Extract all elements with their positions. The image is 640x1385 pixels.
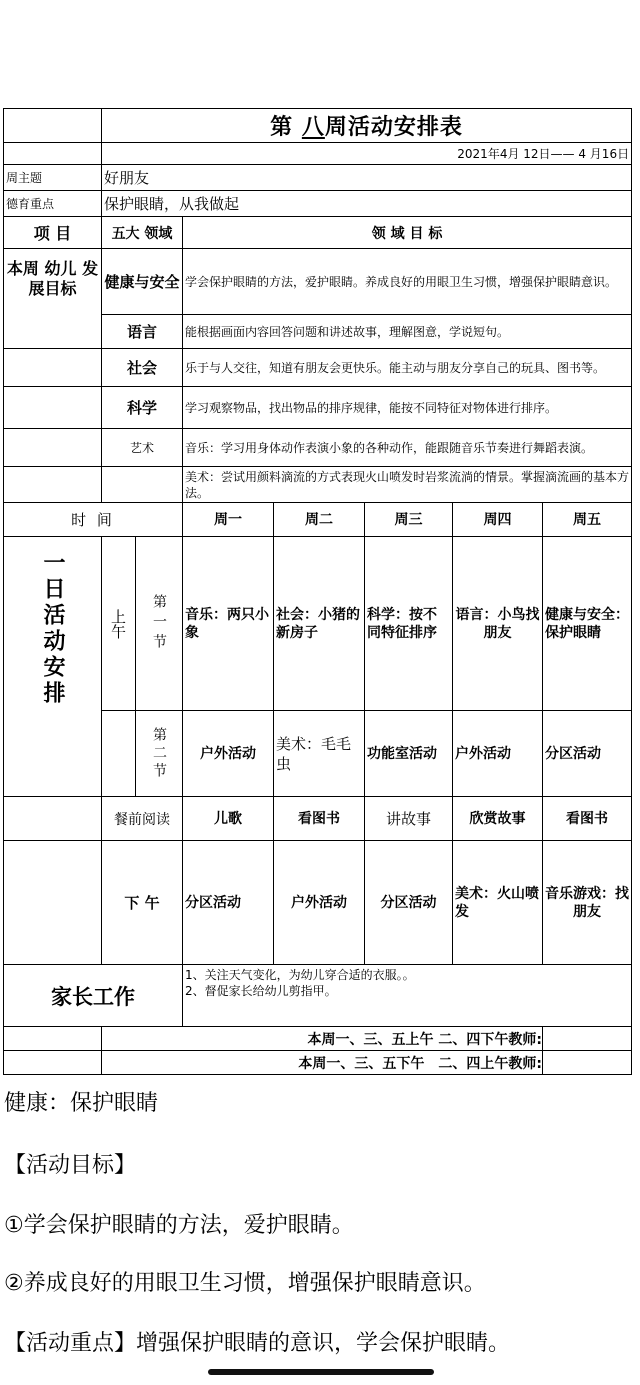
theme-label: 周主题 <box>4 165 102 191</box>
lesson-goal-heading: 【活动目标】 <box>4 1153 137 1178</box>
day-wed: 周三 <box>365 503 453 537</box>
premeal-thu: 欣赏故事 <box>453 797 543 841</box>
morning-blank <box>102 711 136 797</box>
afternoon-fri: 音乐游戏：找朋友 <box>543 841 632 965</box>
goals-blank-3 <box>4 429 102 467</box>
domain-science: 科学 <box>102 387 183 429</box>
premeal-label: 餐前阅读 <box>102 797 183 841</box>
time-label: 时 间 <box>4 503 183 537</box>
period1-label-cell <box>136 537 183 711</box>
parent-item-2: 2、督促家长给幼儿剪指甲。 <box>185 984 337 998</box>
day-thu: 周四 <box>453 503 543 537</box>
title-left-cell <box>4 109 102 143</box>
teacher2-blank <box>4 1051 102 1075</box>
moral-label: 德育重点 <box>4 191 102 217</box>
premeal-tue: 看图书 <box>274 797 365 841</box>
theme-value: 好朋友 <box>102 165 632 191</box>
daily-schedule-label-cell <box>4 537 102 797</box>
premeal-blank-1 <box>4 797 102 841</box>
domain-health: 健康与安全 <box>102 249 183 315</box>
header-goals: 领 域 目 标 <box>183 217 632 249</box>
morning-label: 上午 <box>109 608 127 639</box>
parent-item-1: 1、关注天气变化，为幼儿穿合适的衣服。。 <box>185 968 415 982</box>
afternoon-thu: 美术：火山喷发 <box>453 841 543 965</box>
period1-tue: 社会：小猪的新房子 <box>274 537 365 711</box>
goals-blank-1 <box>4 349 102 387</box>
teacher1-label: 本周一、三、五上午 二、四下午教师: <box>102 1027 543 1051</box>
lesson-goal-2: ②养成良好的用眼卫生习惯，增强保护眼睛意识。 <box>4 1271 486 1296</box>
teacher2-value <box>543 1051 632 1075</box>
parent-work-items <box>183 965 632 1027</box>
lesson-key-point <box>4 1330 636 1358</box>
premeal-fri: 看图书 <box>543 797 632 841</box>
header-project: 项 目 <box>4 217 102 249</box>
schedule-table <box>3 108 632 1075</box>
period1-mon: 音乐：两只小象 <box>183 537 274 711</box>
moral-value: 保护眼睛，从我做起 <box>102 191 632 217</box>
teacher1-blank <box>4 1027 102 1051</box>
day-tue: 周二 <box>274 503 365 537</box>
period1-label: 第一节 <box>151 593 167 654</box>
lesson-key-text: 增强保护眼睛的意识，学会保护眼睛。 <box>136 1331 511 1356</box>
lesson-key-heading: 【活动重点】 <box>4 1331 137 1356</box>
afternoon-label: 下 午 <box>102 841 183 965</box>
goal-social: 乐于与人交往，知道有朋友会更快乐。能主动与朋友分享自己的玩具、图书等。 <box>183 349 632 387</box>
parent-work-label: 家长工作 <box>4 965 183 1027</box>
period1-fri: 健康与安全：保护眼睛 <box>543 537 632 711</box>
afternoon-tue: 户外活动 <box>274 841 365 965</box>
daily-schedule-label: 一日活动安排 <box>40 551 65 707</box>
lesson-title: 健康：保护眼睛 <box>4 1091 159 1116</box>
domain-social: 社会 <box>102 349 183 387</box>
lesson-goal-1: ①学会保护眼睛的方法，爱护眼睛。 <box>4 1213 354 1238</box>
period2-label-cell <box>136 711 183 797</box>
teacher1-value <box>543 1027 632 1051</box>
period1-thu: 语言：小鸟找朋友 <box>453 537 543 711</box>
morning-label-cell <box>102 537 136 711</box>
date-left-cell <box>4 143 102 165</box>
home-indicator[interactable] <box>208 1369 434 1375</box>
schedule-title: 第 八周活动安排表 <box>102 109 632 143</box>
afternoon-blank-1 <box>4 841 102 965</box>
goals-blank-4 <box>4 467 102 503</box>
domain-art-blank <box>102 467 183 503</box>
premeal-mon: 儿歌 <box>183 797 274 841</box>
period2-mon: 户外活动 <box>183 711 274 797</box>
period2-thu: 户外活动 <box>453 711 543 797</box>
period2-fri: 分区活动 <box>543 711 632 797</box>
goal-health: 学会保护眼睛的方法，爱护眼睛。养成良好的用眼卫生习惯，增强保护眼睛意识。 <box>183 249 632 315</box>
date-range: 2021年4月 12日—— 4 月16日 <box>102 143 632 165</box>
goal-science: 学习观察物品，找出物品的排序规律，能按不同特征对物体进行排序。 <box>183 387 632 429</box>
period2-wed: 功能室活动 <box>365 711 453 797</box>
goal-language: 能根据画面内容回答问题和讲述故事，理解图意，学说短句。 <box>183 315 632 349</box>
goal-art-painting: 美术：尝试用颜料滴流的方式表现火山喷发时岩浆流淌的情景。掌握滴流画的基本方法。 <box>183 467 632 503</box>
goals-blank-2 <box>4 387 102 429</box>
period1-wed: 科学：按不同特征排序 <box>365 537 453 711</box>
domain-language: 语言 <box>102 315 183 349</box>
goal-art-music: 音乐：学习用身体动作表演小象的各种动作，能跟随音乐节奏进行舞蹈表演。 <box>183 429 632 467</box>
afternoon-mon: 分区活动 <box>183 841 274 965</box>
afternoon-wed: 分区活动 <box>365 841 453 965</box>
day-mon: 周一 <box>183 503 274 537</box>
domain-art: 艺术 <box>102 429 183 467</box>
period2-label: 第二节 <box>151 726 167 781</box>
teacher2-label: 本周一、三、五下午 二、四上午教师: <box>102 1051 543 1075</box>
premeal-wed: 讲故事 <box>365 797 453 841</box>
header-domains: 五大 领域 <box>102 217 183 249</box>
goals-label: 本周 幼儿 发展目标 <box>4 249 102 349</box>
period2-tue: 美术：毛毛虫 <box>274 711 365 797</box>
day-fri: 周五 <box>543 503 632 537</box>
